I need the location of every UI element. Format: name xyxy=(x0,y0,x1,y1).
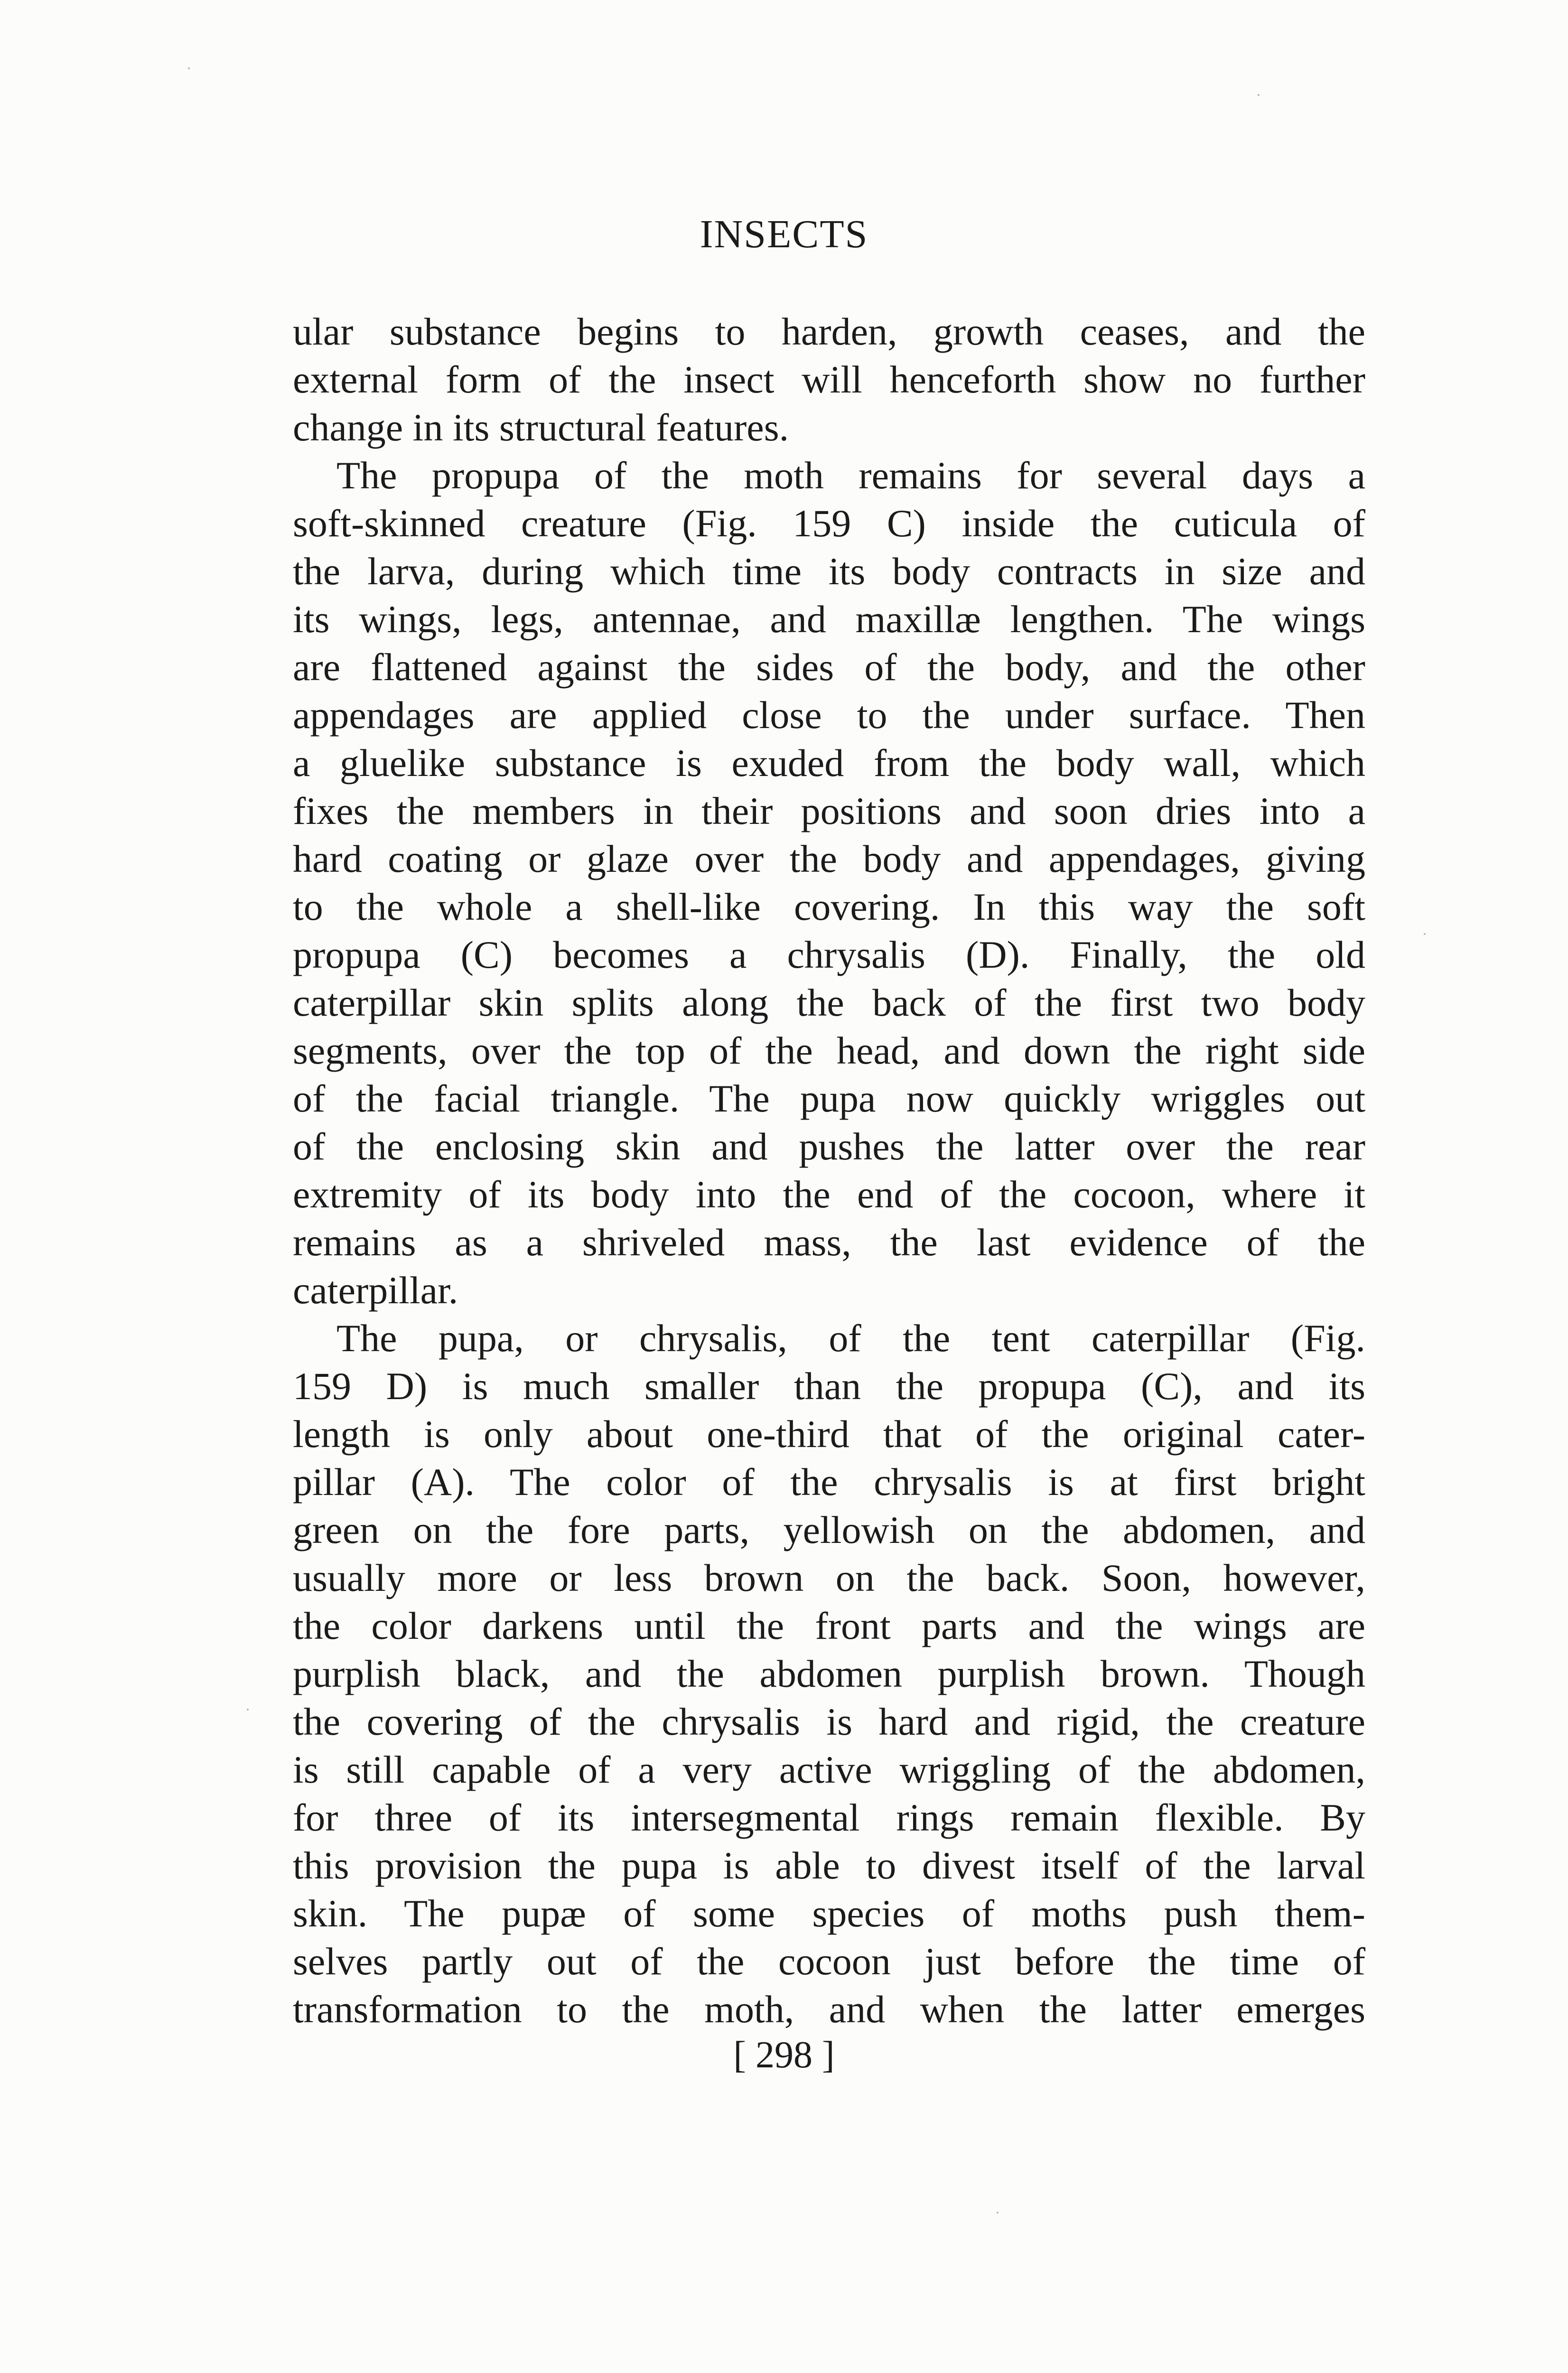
text-line: length is only about one-third that of the original cater- xyxy=(293,1412,1365,1456)
text-line: soft-skinned creature (Fig. 159 C) inside the cuticula of xyxy=(293,502,1365,545)
paper-speck xyxy=(997,2212,999,2214)
paper-speck xyxy=(247,1709,249,1710)
text-line: 159 D) is much smaller than the propupa (C), and its xyxy=(293,1364,1365,1408)
text-line: appendages are applied close to the under surface. Then xyxy=(293,693,1365,737)
text-line: for three of its intersegmental rings remain flexible. By xyxy=(293,1796,1365,1839)
text-line: the larva, during which time its body contracts in size and xyxy=(293,550,1365,593)
text-line: of the facial triangle. The pupa now quickly wriggles out xyxy=(293,1077,1365,1120)
text-line: green on the fore parts, yellowish on the abdomen, and xyxy=(293,1508,1365,1551)
text-line: transformation to the moth, and when the latter emerges xyxy=(293,1988,1365,2031)
text-line: ular substance begins to harden, growth ceases, and the xyxy=(293,310,1365,353)
text-line: usually more or less brown on the back. Soon, however, xyxy=(293,1556,1365,1599)
text-line: propupa (C) becomes a chrysalis (D). Finally, the old xyxy=(293,933,1365,976)
paragraph-start-line: The pupa, or chrysalis, of the tent caterpillar (Fig. xyxy=(336,1317,1365,1360)
text-line: pillar (A). The color of the chrysalis is at first bright xyxy=(293,1460,1365,1504)
text-line: this provision the pupa is able to divest itself of the larval xyxy=(293,1844,1365,1887)
text-line: hard coating or glaze over the body and appendages, giving xyxy=(293,837,1365,880)
running-head: INSECTS xyxy=(700,212,868,256)
text-line: external form of the insect will henceforth show no further xyxy=(293,358,1365,401)
text-line: of the enclosing skin and pushes the latter over the rear xyxy=(293,1125,1365,1168)
text-line: purplish black, and the abdomen purplish brown. Though xyxy=(293,1652,1365,1695)
text-line: fixes the members in their positions and soon dries into a xyxy=(293,789,1365,832)
paper-speck xyxy=(188,67,190,69)
paper-speck xyxy=(1424,933,1426,935)
text-line: caterpillar. xyxy=(293,1269,458,1312)
text-line: the color darkens until the front parts and the wings are xyxy=(293,1604,1365,1647)
text-line: a gluelike substance is exuded from the body wall, which xyxy=(293,741,1365,785)
text-line: skin. The pupæ of some species of moths push them- xyxy=(293,1892,1365,1935)
body-text xyxy=(293,308,1365,2033)
text-line: remains as a shriveled mass, the last evidence of the xyxy=(293,1221,1365,1264)
text-line: are flattened against the sides of the body, and the other xyxy=(293,645,1365,689)
text-line: to the whole a shell-like covering. In this way the soft xyxy=(293,885,1365,928)
text-line: caterpillar skin splits along the back of the first two body xyxy=(293,981,1365,1024)
paper-speck xyxy=(1258,94,1260,96)
text-line: segments, over the top of the head, and down the right side xyxy=(293,1029,1365,1072)
text-line: change in its structural features. xyxy=(293,406,789,449)
text-line: selves partly out of the cocoon just before the time of xyxy=(293,1940,1365,1983)
text-line: extremity of its body into the end of the cocoon, where it xyxy=(293,1173,1365,1216)
paragraph-start-line: The propupa of the moth remains for several days a xyxy=(336,454,1365,497)
text-line: its wings, legs, antennae, and maxillæ lengthen. The wings xyxy=(293,598,1365,641)
page-number: [ 298 ] xyxy=(733,2034,835,2076)
text-line: the covering of the chrysalis is hard and rigid, the creature xyxy=(293,1700,1365,1743)
text-line: is still capable of a very active wriggling of the abdomen, xyxy=(293,1748,1365,1791)
